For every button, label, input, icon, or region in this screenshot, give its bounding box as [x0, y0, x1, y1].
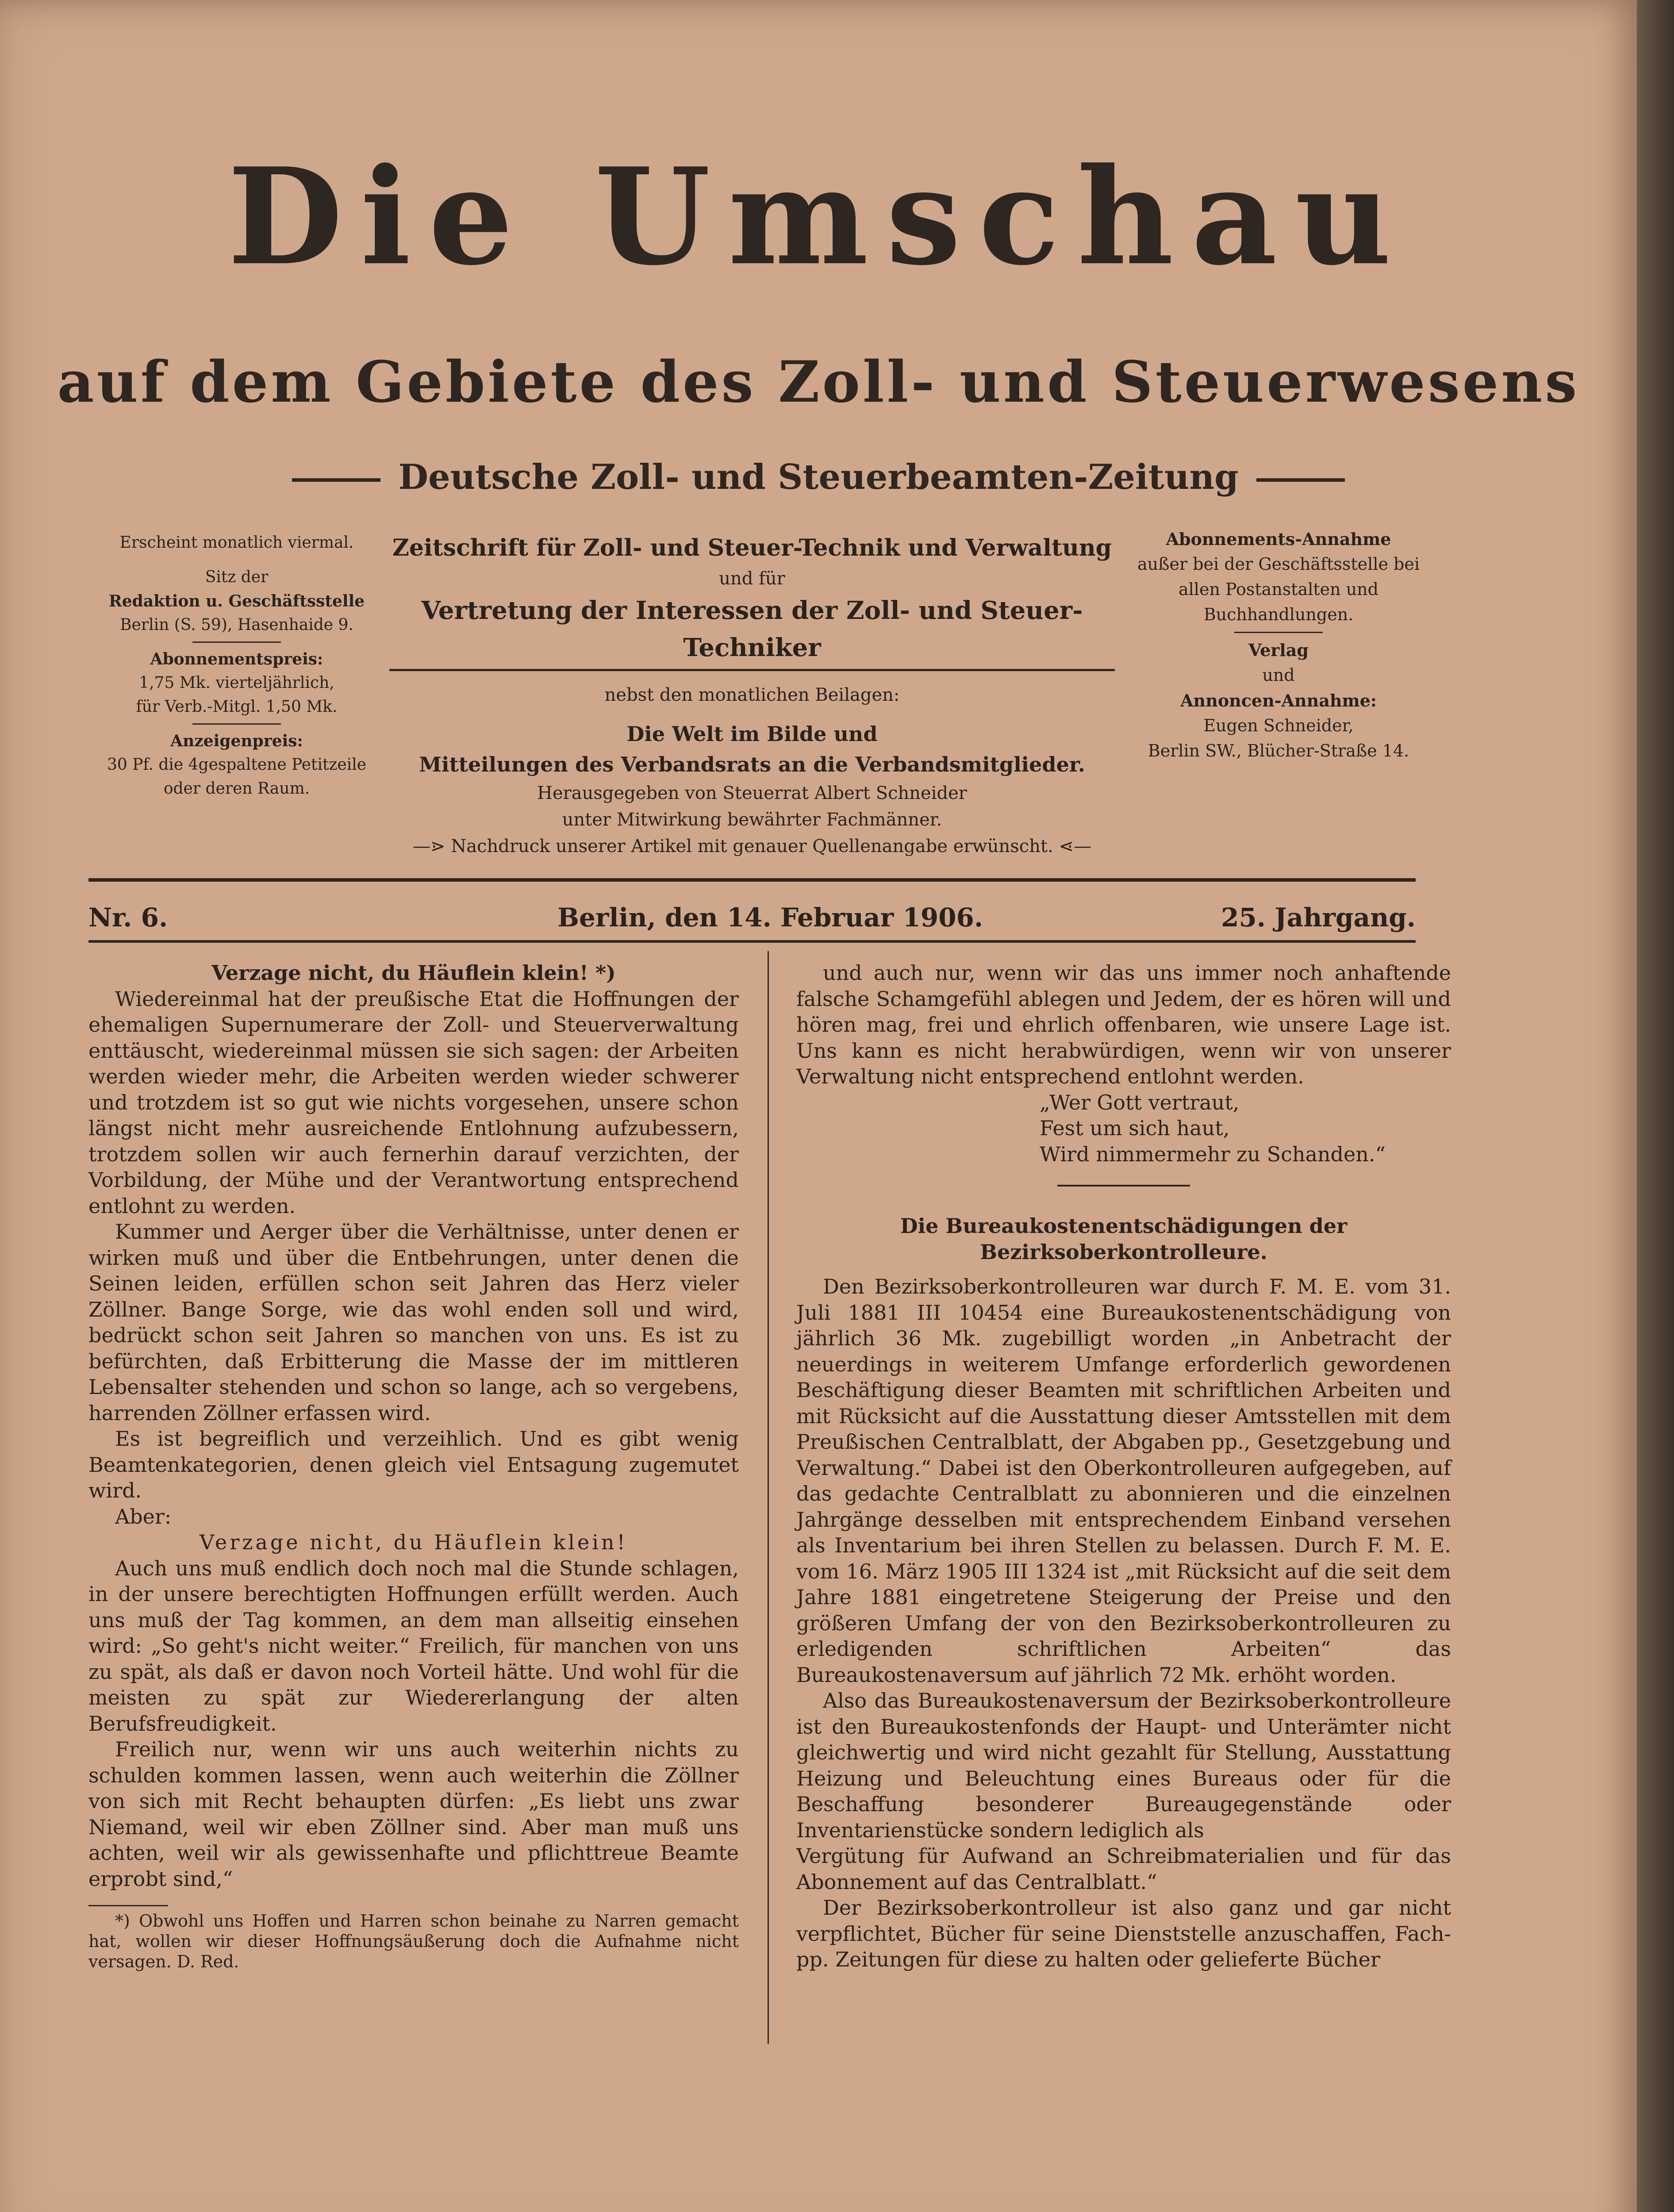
column-divider [768, 951, 769, 2044]
center-line7: Herausgegeben von Steuerrat Albert Schneider [537, 783, 967, 803]
issue-number: Nr. 6. [88, 902, 168, 933]
footnote-rule [88, 1905, 168, 1906]
center-line4: nebst den monatlichen Beilagen: [604, 685, 900, 705]
article1-paragraph: Es ist begreiflich und verzeihlich. Und es gibt wenig Beamtenkategorien, denen gleich viel Entsagung zugemutet wird. [88, 1427, 739, 1502]
ads-line1: 30 Pf. die 4gespaltene Petitzeile [107, 756, 367, 774]
frequency-text: Erscheint monatlich viermal. [119, 534, 354, 552]
article1-title: Verzage nicht, du Häuflein klein! *) [211, 961, 616, 985]
right-line8: Eugen Schneider, [1203, 716, 1354, 735]
center-line8: unter Mitwirkung bewährter Fachmänner. [562, 810, 942, 830]
ads-line2: oder deren Raum. [163, 780, 310, 798]
header-center-column [389, 531, 1115, 860]
tagline-right-dash [1256, 478, 1345, 482]
center-line3: Vertretung der Interessen der Zoll- und Steuer-Techniker [389, 592, 1115, 671]
subscription-heading: Abonnementspreis: [150, 650, 323, 668]
center-line1: Zeitschrift für Zoll- und Steuer-Technik und Verwaltung [392, 534, 1112, 561]
right-line7: Annoncen-Annahme: [1180, 691, 1377, 710]
article1-continuation: und auch nur, wenn wir das uns immer noch anhaftende falsche Schamgefühl ablegen und Jedem, der es hören will und hören mag, frei und ehrlich offenbaren, wie unsere Lage ist. Uns kann es nicht herabwürdigen, wenn wir von unserer Verwaltung nicht entsprechend entlohnt werden. [796, 961, 1451, 1088]
header-right-column [1106, 526, 1451, 764]
center-line2: und für [719, 568, 785, 589]
article2-paragraph: Also das Bureaukostenaversum der Bezirksoberkontrolleure ist den Bureaukostenfonds der Haupt- und Unterämter nicht gleichwertig und wird nicht gezahlt für Stellung, Ausstattung Heizung und Beleuchtung eines Bureaus oder für die Beschaffung besonderer Bureaugegenstände oder Inventarienstücke sondern lediglich als [796, 1689, 1451, 1842]
reprint-notice: Nachdruck unserer Artikel mit genauer Quellenangabe erwünscht. [451, 836, 1053, 856]
poem-line: Wird nimmermehr zu Schanden.“ [1040, 1142, 1386, 1166]
header-left-column [88, 531, 385, 801]
ads-heading: Anzeigenpreis: [170, 732, 303, 750]
article2-title-line2: Bezirksoberkontrolleure. [980, 1240, 1267, 1264]
article2-paragraph: Vergütung für Aufwand an Schreibmaterialien und für das Abonnement auf das Centralblatt.“ [796, 1844, 1451, 1894]
office-name: Redaktion u. Geschäftsstelle [108, 592, 365, 611]
right-line4: Buchhandlungen. [1203, 605, 1354, 624]
article1-paragraph: Wiedereinmal hat der preußische Etat die Hoffnungen der ehemaligen Supernumerare der Zoll- und Steuerverwaltung enttäuscht, wiedereinmal müssen sie sich sagen: der Arbeiten werden wieder mehr, die Arbeiten werden wieder schwerer und trotzdem ist so gut wie nichts vorgesehen, unsere schon längst nicht mehr ausreichende Entlohnung aufzubessern, trotzdem sollen wir auch fernerhin darauf verzichten, der Vorbildung, der Mühe und der Verantwortung entsprechend entlohnt zu werden. [88, 987, 739, 1218]
article1-paragraph: Freilich nur, wenn wir uns auch weiterhin nichts zu schulden kommen lassen, wenn auch weiterhin die Zöllner von sich mit Recht behaupten dürfen: „Es liebt uns zwar Niemand, weil wir eben Zöllner sind. Aber man muß uns achten, weil wir als gewissenhafte und pflichttreue Beamte erprobt sind,“ [88, 1737, 739, 1891]
tagline-left-dash [292, 478, 380, 482]
article2-paragraph: Der Bezirksoberkontrolleur ist also ganz und gar nicht verpflichtet, Bücher für seine Dienststelle anzuschaffen, Fach-pp. Zeitungen für diese zu halten oder gelieferte Bücher [796, 1896, 1451, 1971]
masthead-title: Die Umschau [227, 138, 1409, 295]
poem-line: Fest um sich haut, [1040, 1116, 1230, 1140]
article1-paragraph: Aber: [115, 1504, 172, 1528]
right-line3: allen Postanstalten und [1179, 580, 1378, 599]
right-line1: Abonnements-Annahme [1166, 529, 1391, 549]
right-line6: und [1262, 665, 1295, 685]
right-divider [1234, 632, 1323, 633]
article-separator [1057, 1185, 1190, 1187]
article1-motto: Verzage nicht, du Häuflein klein! [199, 1530, 628, 1554]
article1-paragraph: Kummer und Aerger über die Verhältnisse, unter denen er wirken muß und über die Entbehrungen, unter denen die Seinen leiden, erfüllen schon seit Jahren das Herz vieler Zöllner. Bange Sorge, wie das wohl enden soll und wird, bedrückt schon seit Jahren so manchen von uns. Es ist zu befürchten, daß Erbitterung die Masse der im mittleren Lebensalter stehenden und schon so lange, ach so vergebens, harrenden Zöllner erfassen wird. [88, 1220, 739, 1425]
center-line9: —⋗ Nachdruck unserer Artikel mit genauer Quellenangabe erwünscht. ⋖— [413, 836, 1091, 856]
right-line5: Verlag [1248, 640, 1309, 660]
center-line5: Die Welt im Bilde und [626, 722, 878, 746]
subscription-line2: für Verb.-Mitgl. 1,50 Mk. [136, 698, 338, 716]
left-divider-2 [192, 723, 281, 725]
article1-footnote: *) Obwohl uns Hoffen und Harren schon beinahe zu Narren gemacht hat, wollen wir dieser Hoffnungsäußerung doch die Aufnahme nicht versagen. D. Red. [88, 1911, 739, 1971]
article-left-column [88, 960, 739, 1972]
header-rule-bottom [88, 940, 1416, 943]
center-line6: Mitteilungen des Verbandsrats an die Verbandsmitglieder. [419, 753, 1085, 776]
header-rule-top [88, 878, 1416, 882]
article2-title-line1: Die Bureaukostenentschädigungen der [900, 1214, 1348, 1238]
office-address: Berlin (S. 59), Hasenhaide 9. [120, 616, 353, 634]
office-label: Sitz der [205, 568, 269, 586]
article1-paragraph: Auch uns muß endlich doch noch mal die Stunde schlagen, in der unsere berechtigten Hoffnungen erfüllt werden. Auch uns muß der Tag kommen, an dem man allseitig einsehen wird: „So geht's nicht weiter.“ Freilich, für manchen von uns zu spät, als daß er davon noch Vorteil hätte. Und wohl für die meisten zu spät zur Wiedererlangung der alten Berufsfreudigkeit. [88, 1556, 739, 1736]
volume-number: 25. Jahrgang. [1221, 902, 1416, 933]
issue-date: Berlin, den 14. Februar 1906. [557, 902, 983, 933]
article-right-column [796, 960, 1451, 1973]
subscription-line1: 1,75 Mk. vierteljährlich, [139, 674, 334, 692]
book-spine-edge [1637, 0, 1674, 2212]
left-divider-1 [192, 641, 281, 643]
tagline-text: Deutsche Zoll- und Steuerbeamten-Zeitung [398, 457, 1239, 497]
right-line2: außer bei der Geschäftsstelle bei [1137, 554, 1420, 574]
masthead-tagline [0, 457, 1637, 497]
article2-paragraph: Den Bezirksoberkontrolleuren war durch F. M. E. vom 31. Juli 1881 III 10454 eine Bureaukostenentschädigung von jährlich 36 Mk. zugebilligt worden „in Anbetracht der neuerdings in weiterem Umfange erforderlich gewordenen Beschäftigung dieser Beamten mit schriftlichen Arbeiten und mit Rücksicht auf die Ausstattung dieser Amtsstellen mit dem Preußischen Centralblatt, der Abgaben pp., Gesetzgebung und Verwaltung.“ Dabei ist den Oberkontrolleuren aufgegeben, auf das gedachte Centralblatt zu abonnieren und die einzelnen Jahrgänge desselben mit entsprechendem Einband versehen als Inventarium bei ihren Stellen zu belassen. Durch F. M. E. vom 16. März 1905 III 1324 ist „mit Rücksicht auf die seit dem Jahre 1881 eingetretene Steigerung der Preise und den größeren Umfang der von den Bezirksoberkontrolleuren zu erledigenden schriftlichen Arbeiten“ das Bureaukostenaversum auf jährlich 72 Mk. erhöht worden. [796, 1275, 1451, 1687]
poem-line: „Wer Gott vertraut, [1040, 1090, 1240, 1114]
masthead-subtitle: auf dem Gebiete des Zoll- und Steuerwesens [57, 349, 1580, 415]
right-line9: Berlin SW., Blücher-Straße 14. [1148, 741, 1409, 760]
